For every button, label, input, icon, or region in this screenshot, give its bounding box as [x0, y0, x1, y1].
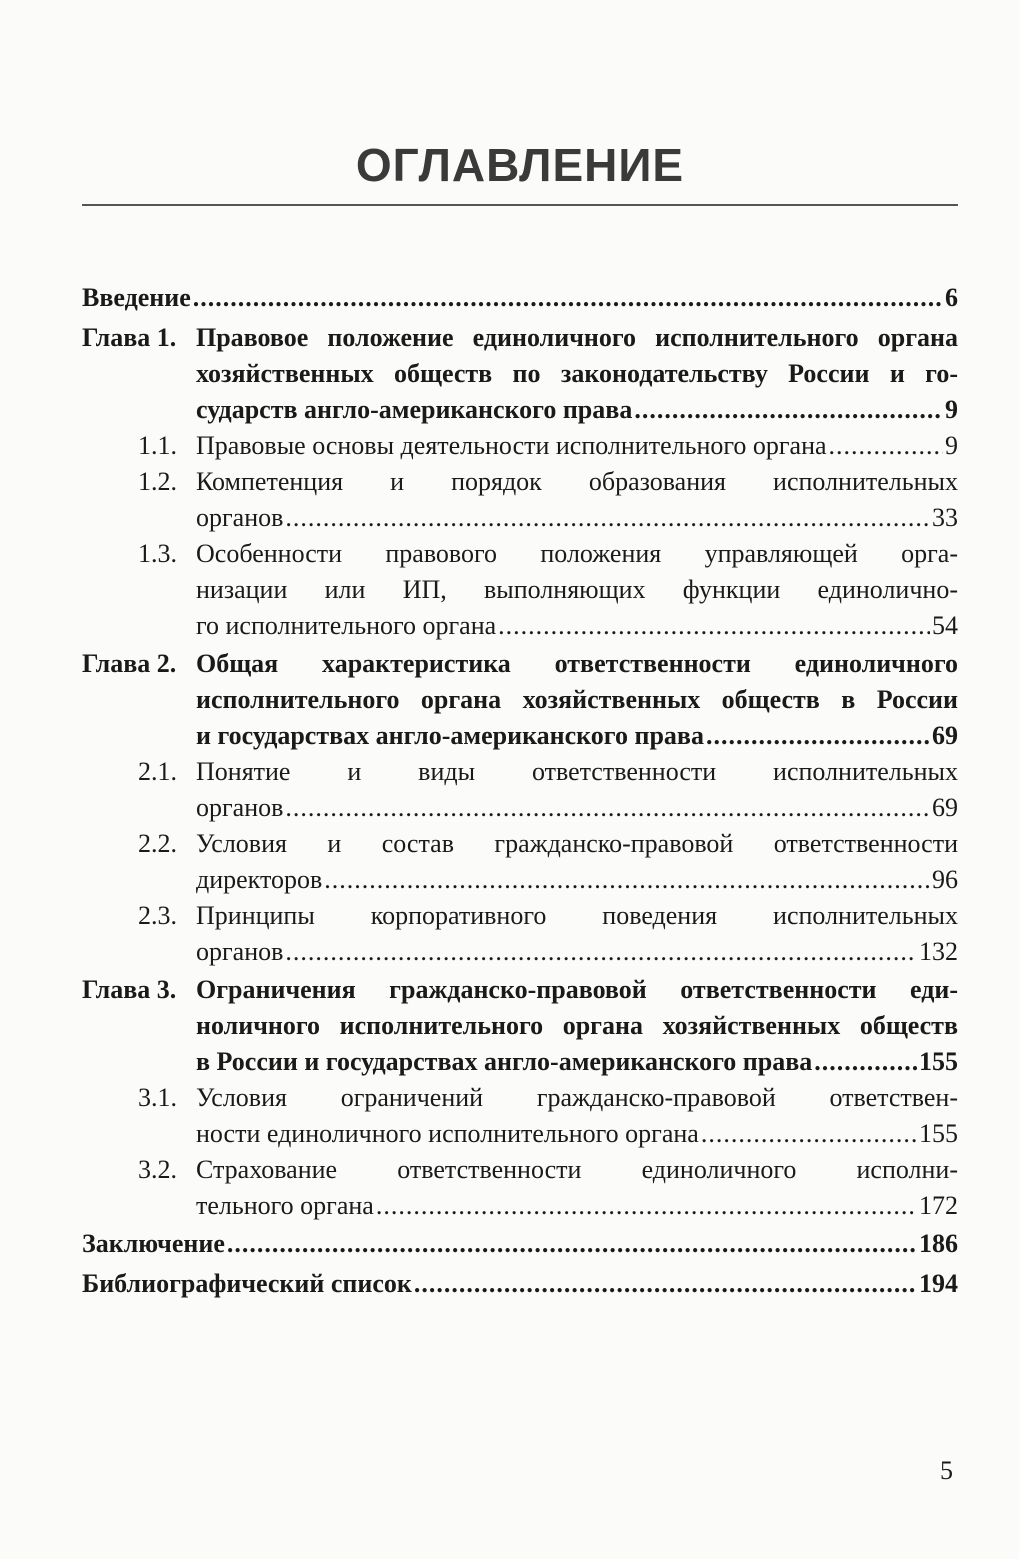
- toc-text: низации или ИП, выполняющих функции единолично-: [196, 575, 958, 604]
- toc-label: и государствах англо-американского права: [196, 721, 704, 750]
- toc-section-3-1[interactable]: [82, 1080, 958, 1116]
- toc-section-3-2[interactable]: [82, 1152, 958, 1188]
- toc-label: органов: [196, 793, 284, 822]
- toc-page: 33: [932, 503, 958, 532]
- section-number: 1.1.: [138, 431, 177, 460]
- toc-section-2-2[interactable]: [82, 826, 958, 862]
- chapter-number: Глава 2.: [82, 649, 177, 678]
- toc-page: 9: [945, 395, 958, 424]
- leader-dots: [829, 428, 943, 464]
- page-number: 5: [940, 1456, 953, 1485]
- title-rule: [82, 204, 958, 206]
- toc-text: хозяйственных обществ по законодательству России и го-: [196, 359, 958, 388]
- toc-label: сударств англо-американского права: [196, 395, 633, 424]
- toc-chapter-1-cont: [82, 356, 958, 392]
- leader-dots: [285, 500, 930, 536]
- leader-dots: [285, 790, 930, 826]
- toc-label: органов: [196, 937, 284, 966]
- leader-dots: [376, 1188, 917, 1224]
- toc-label: органов: [196, 503, 284, 532]
- toc-section-1-3-end: [82, 608, 958, 644]
- toc-text: Условия ограничений гражданско-правовой ответствен-: [196, 1083, 958, 1112]
- section-number: 1.2.: [138, 467, 177, 496]
- leader-dots: [324, 862, 930, 898]
- chapter-number: Глава 1.: [82, 323, 177, 352]
- toc-section-1-3[interactable]: [82, 536, 958, 572]
- toc-label: Библиографический список: [82, 1269, 412, 1298]
- toc-page: 155: [919, 1047, 958, 1076]
- toc-page: 6: [945, 283, 958, 312]
- toc-entry-intro[interactable]: [82, 280, 958, 316]
- toc-entry-bibliography[interactable]: [82, 1266, 958, 1302]
- toc-text: Особенности правового положения управляющей орга-: [196, 539, 958, 568]
- toc-page: 186: [919, 1229, 958, 1258]
- leader-dots: [498, 608, 930, 644]
- toc-entry-conclusion[interactable]: [82, 1226, 958, 1262]
- toc-section-1-1[interactable]: [82, 428, 958, 464]
- toc-page: 54: [932, 611, 958, 640]
- chapter-number: Глава 3.: [82, 975, 177, 1004]
- toc-label: Заключение: [82, 1229, 225, 1258]
- toc-text: Понятие и виды ответственности исполнительных: [196, 757, 958, 786]
- toc-page: 96: [932, 865, 958, 894]
- leader-dots: [706, 718, 930, 754]
- toc-section-2-3-end: [82, 934, 958, 970]
- toc-section-2-2-end: [82, 862, 958, 898]
- toc-chapter-2-cont: [82, 682, 958, 718]
- toc-chapter-3[interactable]: [82, 972, 958, 1008]
- toc-text: Правовое положение единоличного исполнительного органа: [196, 323, 958, 352]
- toc-label: директоров: [196, 865, 323, 894]
- leader-dots: [227, 1226, 917, 1262]
- toc-section-2-3[interactable]: [82, 898, 958, 934]
- toc-page: 172: [919, 1191, 958, 1220]
- toc-page: 155: [919, 1119, 958, 1148]
- leader-dots: [701, 1116, 917, 1152]
- toc-chapter-3-cont: [82, 1008, 958, 1044]
- leader-dots: [285, 934, 917, 970]
- toc-chapter-1[interactable]: [82, 320, 958, 356]
- page-title: ОГЛАВЛЕНИЕ: [355, 139, 685, 191]
- section-number: 2.1.: [138, 757, 177, 786]
- toc-text: Общая характеристика ответственности единоличного: [196, 649, 958, 678]
- leader-dots: [193, 280, 943, 316]
- toc-chapter-1-end: [82, 392, 958, 428]
- section-number: 3.1.: [138, 1083, 177, 1112]
- toc-page: 69: [932, 721, 958, 750]
- toc-label: тельного органа: [196, 1191, 374, 1220]
- toc-text: ноличного исполнительного органа хозяйственных обществ: [196, 1011, 958, 1040]
- toc-text: Компетенция и порядок образования исполнительных: [196, 467, 958, 496]
- toc-section-1-2[interactable]: [82, 464, 958, 500]
- toc-section-2-1-end: [82, 790, 958, 826]
- toc-section-3-2-end: [82, 1188, 958, 1224]
- toc-page: 9: [945, 431, 958, 460]
- toc-text: исполнительного органа хозяйственных обществ в России: [196, 685, 958, 714]
- toc-page: 194: [919, 1269, 958, 1298]
- toc-label: Введение: [82, 283, 191, 312]
- toc-text: Ограничения гражданско-правовой ответственности еди-: [196, 975, 958, 1004]
- section-number: 2.2.: [138, 829, 177, 858]
- toc-label: в России и государствах англо-американского права: [196, 1047, 813, 1076]
- toc-section-2-1[interactable]: [82, 754, 958, 790]
- toc-page: 132: [919, 937, 958, 966]
- toc-chapter-2[interactable]: [82, 646, 958, 682]
- toc-chapter-3-end: [82, 1044, 958, 1080]
- toc-label: го исполнительного органа: [196, 611, 497, 640]
- leader-dots: [634, 392, 943, 428]
- toc-text: Страхование ответственности единоличного исполни-: [196, 1155, 958, 1184]
- toc-chapter-2-end: [82, 718, 958, 754]
- toc-section-1-3-cont: [82, 572, 958, 608]
- leader-dots: [814, 1044, 917, 1080]
- toc-label: Правовые основы деятельности исполнительного органа: [196, 431, 827, 460]
- section-number: 1.3.: [138, 539, 177, 568]
- toc-text: Принципы корпоративного поведения исполнительных: [196, 901, 958, 930]
- leader-dots: [414, 1266, 917, 1302]
- toc-section-3-1-end: [82, 1116, 958, 1152]
- toc-label: ности единоличного исполнительного органа: [196, 1119, 699, 1148]
- section-number: 3.2.: [138, 1155, 177, 1184]
- section-number: 2.3.: [138, 901, 177, 930]
- toc-page: 69: [932, 793, 958, 822]
- toc-section-1-2-end: [82, 500, 958, 536]
- toc-text: Условия и состав гражданско-правовой ответственности: [196, 829, 958, 858]
